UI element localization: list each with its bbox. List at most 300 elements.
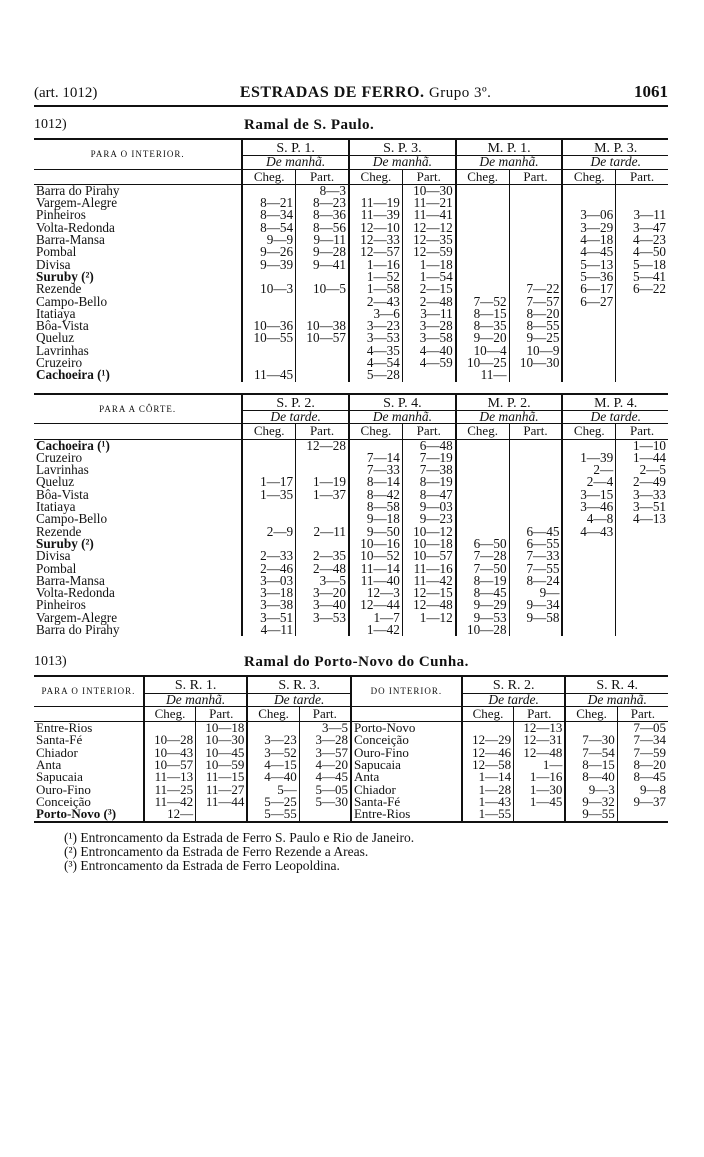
departure-time — [616, 550, 668, 562]
arrival-time: 8—15 — [456, 308, 509, 320]
arrival-time — [456, 513, 509, 525]
arrival-time: 3—46 — [562, 501, 615, 513]
service-id: M. P. 1. — [456, 139, 563, 156]
cheg-part-row — [34, 169, 668, 184]
cheg-label: Cheg. — [565, 706, 617, 721]
arrival-time: 7—30 — [565, 734, 617, 746]
departure-time: 9—41 — [296, 259, 349, 271]
header-row — [34, 139, 668, 156]
departure-time — [509, 489, 562, 501]
arrival-time: 3—06 — [562, 209, 615, 221]
station-name: Pinheiros — [36, 597, 86, 613]
station-name: Conceição — [351, 734, 462, 746]
part-label: Part. — [617, 706, 668, 721]
departure-time — [296, 624, 349, 636]
departure-time: 9—25 — [509, 332, 562, 344]
arrival-time: 3—38 — [242, 599, 295, 611]
departure-time: 1—37 — [296, 489, 349, 501]
arrival-time: 7—33 — [349, 464, 402, 476]
departure-time: 10—59 — [196, 759, 248, 771]
table-row — [34, 452, 668, 464]
departure-time: 8—3 — [296, 184, 349, 197]
table-row — [34, 599, 668, 611]
departure-time: 11—21 — [402, 197, 455, 209]
departure-time: 1—45 — [514, 796, 566, 808]
arrival-time: 9—9 — [242, 234, 295, 246]
departure-time — [299, 808, 351, 821]
arrival-time: 12—58 — [462, 759, 514, 771]
arrival-time: 10—25 — [456, 357, 509, 369]
part-label: Part. — [402, 424, 455, 439]
departure-time: 4—50 — [616, 246, 668, 258]
time-of-day: De tarde. — [562, 410, 668, 423]
station-name: Vargem-Alegre — [36, 609, 118, 625]
station-name: Barra do Pirahy — [36, 182, 120, 198]
arrival-time: 2—33 — [242, 550, 295, 562]
arrival-time: 11—14 — [349, 563, 402, 575]
departure-time — [509, 464, 562, 476]
departure-time: 12—59 — [402, 246, 455, 258]
departure-time — [509, 197, 562, 209]
table-row — [34, 222, 668, 234]
departure-time: 10—45 — [196, 747, 248, 759]
arrival-time — [242, 296, 295, 308]
arrival-time: 8—42 — [349, 489, 402, 501]
departure-time — [509, 222, 562, 234]
table-row — [34, 308, 668, 320]
arrival-time: 8—14 — [349, 476, 402, 488]
arrival-time: 5—13 — [562, 259, 615, 271]
departure-time — [514, 808, 566, 821]
station-name: Itatiaya — [36, 499, 76, 515]
departure-time: 1—19 — [296, 476, 349, 488]
arrival-time — [456, 234, 509, 246]
header-row — [34, 676, 668, 693]
service-id: M. P. 3. — [562, 139, 668, 156]
table-row — [34, 808, 668, 821]
departure-time: 7—57 — [509, 296, 562, 308]
departure-time: 2—48 — [296, 563, 349, 575]
arrival-time: 12—57 — [349, 246, 402, 258]
station-name: Queluz — [36, 474, 75, 490]
arrival-time: 2— — [562, 464, 615, 476]
table-row — [34, 501, 668, 513]
arrival-time: 10—3 — [242, 283, 295, 295]
departure-time: 3—40 — [296, 599, 349, 611]
departure-time: 8—20 — [617, 759, 668, 771]
departure-time: 8—19 — [402, 476, 455, 488]
departure-time: 12—15 — [402, 587, 455, 599]
table-row — [34, 550, 668, 562]
departure-time: 9—37 — [617, 796, 668, 808]
arrival-time: 12— — [144, 808, 196, 821]
station-name: Barra-Mansa — [36, 572, 105, 588]
departure-time: 10—9 — [509, 345, 562, 357]
arrival-time — [242, 439, 295, 452]
table-row — [34, 526, 668, 538]
arrival-time: 8—54 — [242, 222, 295, 234]
arrival-time: 1—35 — [242, 489, 295, 501]
part-label: Part. — [296, 169, 349, 184]
page-header — [34, 82, 668, 107]
departure-time: 10—57 — [296, 332, 349, 344]
departure-time: 3—51 — [616, 501, 668, 513]
departure-time: 5—30 — [299, 796, 351, 808]
departure-time: 5—18 — [616, 259, 668, 271]
station-name: Porto-Novo (³) — [36, 806, 117, 822]
departure-time: 3—58 — [402, 332, 455, 344]
departure-time: 9—11 — [296, 234, 349, 246]
departure-time — [616, 369, 668, 381]
arrival-time: 8—34 — [242, 209, 295, 221]
arrival-time: 3—15 — [562, 489, 615, 501]
footnote: (¹) Entroncamento da Estrada de Ferro S. Paulo e Rio de Janeiro. — [64, 829, 415, 845]
departure-time: 8—56 — [296, 222, 349, 234]
cheg-label: Cheg. — [456, 424, 509, 439]
arrival-time: 5—25 — [247, 796, 299, 808]
departure-time: 8—20 — [509, 308, 562, 320]
arrival-time: 8—58 — [349, 501, 402, 513]
departure-time: 4—23 — [616, 234, 668, 246]
departure-time: 3—5 — [299, 722, 351, 735]
arrival-time: 11—39 — [349, 209, 402, 221]
departure-time: 9—34 — [509, 599, 562, 611]
timetable-porto-novo — [34, 675, 668, 822]
arrival-time — [242, 345, 295, 357]
arrival-time — [456, 209, 509, 221]
departure-time — [617, 808, 668, 821]
departure-time — [296, 296, 349, 308]
arrival-time: 8—45 — [456, 587, 509, 599]
departure-time: 4—59 — [402, 357, 455, 369]
departure-time — [509, 369, 562, 381]
departure-time — [616, 538, 668, 550]
departure-time: 11—15 — [196, 771, 248, 783]
arrival-time: 2—9 — [242, 526, 295, 538]
cheg-part-row — [34, 706, 668, 721]
arrival-time: 7—50 — [456, 563, 509, 575]
arrival-time — [562, 550, 615, 562]
departure-time — [196, 808, 248, 821]
direction-caption: PARA O INTERIOR. — [41, 686, 136, 697]
cheg-part-row — [34, 424, 668, 439]
departure-time — [402, 624, 455, 636]
footnote: (²) Entroncamento da Estrada de Ferro Rezende a Areas. — [64, 843, 369, 859]
arrival-time — [562, 538, 615, 550]
departure-time — [296, 501, 349, 513]
station-name: Barra-Mansa — [36, 232, 105, 248]
arrival-time: 7—14 — [349, 452, 402, 464]
departure-time: 5—41 — [616, 271, 668, 283]
cheg-label: Cheg. — [247, 706, 299, 721]
arrival-time: 10—57 — [144, 759, 196, 771]
station-name: Sapucaia — [351, 759, 462, 771]
station-name: Santa-Fé — [36, 732, 83, 748]
departure-time — [509, 452, 562, 464]
arrival-time: 11—19 — [349, 197, 402, 209]
arrival-time — [562, 369, 615, 381]
departure-time: 3—11 — [402, 308, 455, 320]
departure-time: 1— — [514, 759, 566, 771]
departure-time — [616, 345, 668, 357]
page-number: 1061 — [633, 82, 668, 101]
station-name: Cruzeiro — [36, 355, 83, 371]
arrival-time: 2—4 — [562, 476, 615, 488]
arrival-time: 12—3 — [349, 587, 402, 599]
arrival-time: 4—40 — [247, 771, 299, 783]
arrival-time: 11— — [456, 369, 509, 381]
station-name: Cachoeira (¹) — [36, 367, 110, 383]
table-row — [34, 538, 668, 550]
part-label: Part. — [509, 424, 562, 439]
departure-time: 8—23 — [296, 197, 349, 209]
arrival-time: 3—52 — [247, 747, 299, 759]
arrival-time: 9—50 — [349, 526, 402, 538]
table-row — [34, 234, 668, 246]
departure-time: 1—54 — [402, 271, 455, 283]
departure-time: 12—35 — [402, 234, 455, 246]
arrival-time: 4—8 — [562, 513, 615, 525]
station-name: Porto-Novo — [351, 722, 462, 735]
table-row — [34, 184, 668, 197]
departure-time: 2—35 — [296, 550, 349, 562]
departure-time: 10—18 — [196, 722, 248, 735]
departure-time: 3—53 — [296, 612, 349, 624]
arrival-time: 1—58 — [349, 283, 402, 295]
arrival-time: 11—45 — [242, 369, 295, 381]
departure-time: 2—48 — [402, 296, 455, 308]
table-row — [34, 246, 668, 258]
station-name: Campo-Bello — [36, 293, 108, 309]
group-label: Grupo 3º. — [428, 85, 492, 101]
arrival-time: 4—45 — [562, 246, 615, 258]
arrival-time: 6—27 — [562, 296, 615, 308]
arrival-time — [562, 357, 615, 369]
departure-time: 10—57 — [402, 550, 455, 562]
departure-time: 8—36 — [296, 209, 349, 221]
arrival-time: 2—43 — [349, 296, 402, 308]
departure-time — [616, 575, 668, 587]
arrival-time — [562, 332, 615, 344]
departure-time — [402, 369, 455, 381]
section-1012-title — [34, 117, 668, 134]
arrival-time: 7—28 — [456, 550, 509, 562]
departure-time: 10—30 — [402, 184, 455, 197]
departure-time: 1—30 — [514, 784, 566, 796]
station-name: Barra do Pirahy — [36, 621, 120, 637]
arrival-time: 1—43 — [462, 796, 514, 808]
departure-time — [616, 332, 668, 344]
time-of-day: De manhã. — [144, 693, 248, 706]
service-id: S. R. 3. — [247, 676, 351, 693]
service-id: S. P. 4. — [349, 394, 456, 411]
arrival-time: 11—25 — [144, 784, 196, 796]
departure-time: 9—03 — [402, 501, 455, 513]
station-name: Cruzeiro — [36, 449, 83, 465]
table-row — [34, 345, 668, 357]
arrival-time: 1—14 — [462, 771, 514, 783]
table-row — [34, 771, 668, 783]
departure-time: 9—8 — [617, 784, 668, 796]
table-row — [34, 784, 668, 796]
table-row — [34, 296, 668, 308]
station-name: Campo-Bello — [36, 511, 108, 527]
table-row — [34, 575, 668, 587]
arrival-time: 5— — [247, 784, 299, 796]
departure-time — [616, 599, 668, 611]
table-row — [34, 587, 668, 599]
table-row — [34, 513, 668, 525]
arrival-time: 12—33 — [349, 234, 402, 246]
departure-time — [296, 357, 349, 369]
station-name: Bôa-Vista — [36, 318, 89, 334]
arrival-time: 12—46 — [462, 747, 514, 759]
departure-time: 2—5 — [616, 464, 668, 476]
table-row — [34, 320, 668, 332]
cheg-label: Cheg. — [562, 424, 615, 439]
departure-time — [616, 612, 668, 624]
direction-caption: PARA O INTERIOR. — [90, 149, 185, 160]
arrival-time: 11—40 — [349, 575, 402, 587]
departure-time: 7—55 — [509, 563, 562, 575]
station-name: Rezende — [36, 281, 82, 297]
arrival-time: 1—17 — [242, 476, 295, 488]
table-row — [34, 476, 668, 488]
departure-time: 10—18 — [402, 538, 455, 550]
station-name: Pombal — [36, 244, 77, 260]
arrival-time — [562, 587, 615, 599]
arrival-time: 9—18 — [349, 513, 402, 525]
arrival-time: 4—35 — [349, 345, 402, 357]
station-name: Bôa-Vista — [36, 486, 89, 502]
departure-time: 12—31 — [514, 734, 566, 746]
running-title — [240, 84, 492, 102]
service-id: S. P. 2. — [242, 394, 349, 411]
time-of-day: De manhã. — [456, 410, 563, 423]
arrival-time: 7—52 — [456, 296, 509, 308]
arrival-time — [456, 246, 509, 258]
station-name: Santa-Fé — [351, 796, 462, 808]
departure-time: 12—13 — [514, 722, 566, 735]
section-number: 1012) — [34, 117, 67, 132]
departure-time: 1—10 — [616, 439, 668, 452]
departure-time — [296, 345, 349, 357]
station-name: Lavrinhas — [36, 342, 89, 358]
station-name: Cachoeira (¹) — [36, 437, 110, 453]
arrival-time: 1—55 — [462, 808, 514, 821]
departure-time: 7—05 — [617, 722, 668, 735]
arrival-time: 9—55 — [565, 808, 617, 821]
service-id: S. P. 3. — [349, 139, 456, 156]
arrival-time: 10—36 — [242, 320, 295, 332]
departure-time: 2—49 — [616, 476, 668, 488]
table-row — [34, 332, 668, 344]
time-of-day: De manhã. — [456, 156, 563, 169]
departure-time — [296, 369, 349, 381]
station-name: Anta — [36, 757, 62, 773]
departure-time: 7—22 — [509, 283, 562, 295]
station-name: Vargem-Alegre — [36, 195, 118, 211]
departure-time: 9—58 — [509, 612, 562, 624]
departure-time: 3—28 — [402, 320, 455, 332]
time-of-day: De manhã. — [349, 156, 456, 169]
arrival-time: 8—40 — [565, 771, 617, 783]
cheg-label: Cheg. — [562, 169, 615, 184]
arrival-time — [562, 563, 615, 575]
arrival-time — [242, 452, 295, 464]
arrival-time: 9—29 — [456, 599, 509, 611]
arrival-time — [456, 489, 509, 501]
departure-time: 11—27 — [196, 784, 248, 796]
table-row — [34, 796, 668, 808]
service-id: M. P. 2. — [456, 394, 563, 411]
station-name: Divisa — [36, 548, 71, 564]
footnote: (³) Entroncamento da Estrada de Ferro Leopoldina. — [64, 857, 340, 873]
departure-time — [616, 184, 668, 197]
part-label: Part. — [196, 706, 248, 721]
arrival-time: 12—10 — [349, 222, 402, 234]
departure-time: 8—45 — [617, 771, 668, 783]
departure-time: 3—28 — [299, 734, 351, 746]
arrival-time: 10—43 — [144, 747, 196, 759]
arrival-time — [242, 501, 295, 513]
arrival-time — [562, 345, 615, 357]
time-of-day: De manhã. — [242, 156, 349, 169]
station-name: Itatiaya — [36, 305, 76, 321]
table-row — [34, 209, 668, 221]
section-heading: Ramal de S. Paulo. — [244, 117, 375, 133]
arrival-time: 8—19 — [456, 575, 509, 587]
station-name: Divisa — [36, 256, 71, 272]
departure-time — [509, 184, 562, 197]
departure-time: 6—45 — [509, 526, 562, 538]
arrival-time — [456, 501, 509, 513]
table-row — [34, 759, 668, 771]
part-label: Part. — [514, 706, 566, 721]
table-row — [34, 747, 668, 759]
arrival-time: 8—21 — [242, 197, 295, 209]
arrival-time: 5—55 — [247, 808, 299, 821]
cheg-label: Cheg. — [349, 424, 402, 439]
departure-time — [616, 308, 668, 320]
arrival-time: 4—43 — [562, 526, 615, 538]
departure-time — [509, 439, 562, 452]
cheg-label: Cheg. — [144, 706, 196, 721]
departure-time — [509, 624, 562, 636]
part-label: Part. — [299, 706, 351, 721]
station-name: Pinheiros — [36, 207, 86, 223]
page — [34, 82, 668, 873]
arrival-time: 3—29 — [562, 222, 615, 234]
cheg-label: Cheg. — [456, 169, 509, 184]
departure-time — [616, 587, 668, 599]
departure-time: 4—13 — [616, 513, 668, 525]
arrival-time: 7—54 — [565, 747, 617, 759]
arrival-time: 11—42 — [144, 796, 196, 808]
direction-caption: PARA A CÔRTE. — [99, 403, 177, 414]
departure-time: 10—30 — [196, 734, 248, 746]
station-name: Entre-Rios — [351, 808, 462, 821]
time-of-day: De tarde. — [562, 156, 668, 169]
departure-time: 7—33 — [509, 550, 562, 562]
departure-time — [509, 259, 562, 271]
arrival-time: 12—29 — [462, 734, 514, 746]
part-label: Part. — [509, 169, 562, 184]
arrival-time: 9—3 — [565, 784, 617, 796]
station-name: Volta-Redonda — [36, 219, 115, 235]
arrival-time — [562, 308, 615, 320]
part-label: Part. — [296, 424, 349, 439]
